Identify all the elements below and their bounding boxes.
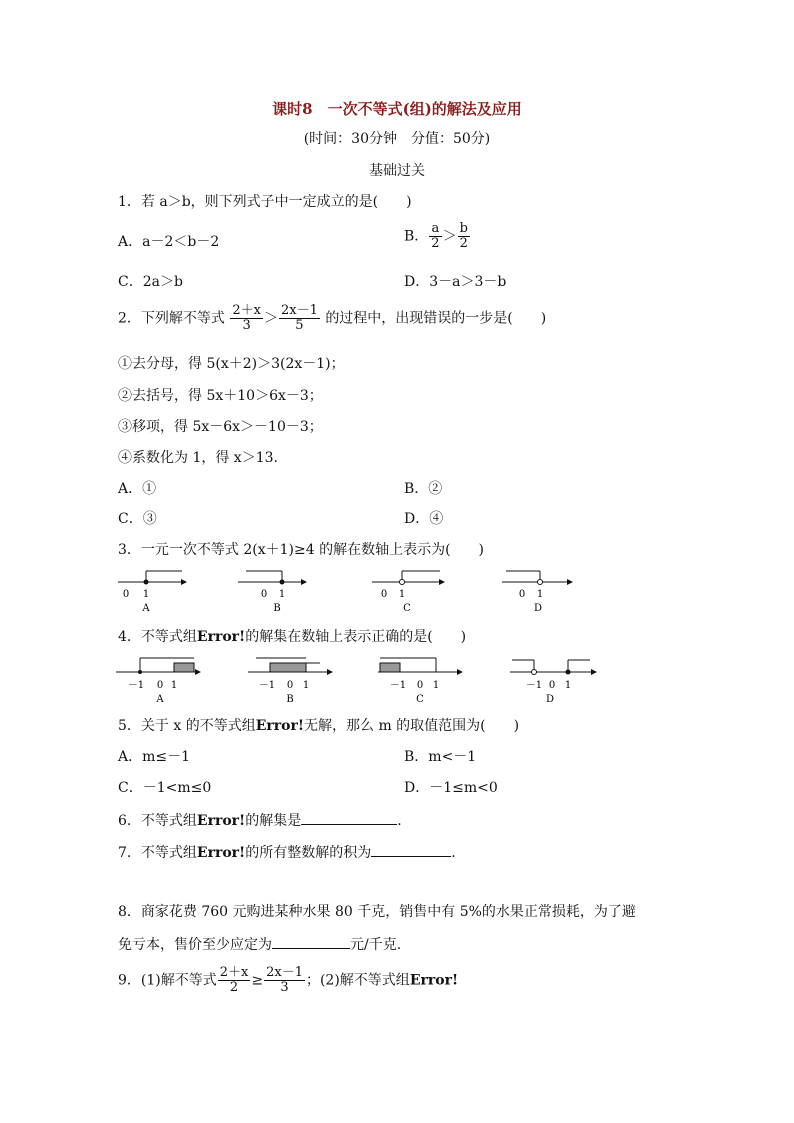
q9-stem: 9．(1)解不等式 $\frac{2+x}{2}$ ≥ $\frac{2x-1}{3}$ ；(2)解不等式组Error! — [118, 965, 459, 995]
q2-option-b: B．② — [404, 481, 443, 497]
q4a-label: A — [156, 694, 164, 705]
q2-option-a: A．① — [118, 481, 157, 497]
q4d-tick-0: 0 — [548, 680, 556, 691]
q3a-label: A — [142, 603, 150, 614]
q2-option-c: C．③ — [118, 511, 157, 527]
q3d-tick-0: 0 — [518, 589, 526, 600]
q4-stem: 4．不等式组Error!的解集在数轴上表示正确的是( ) — [118, 629, 467, 645]
q4-line-a — [116, 658, 200, 705]
q6-answer-blank[interactable] — [301, 810, 397, 825]
q1-option-d: D．3－a＞3－b — [404, 274, 507, 290]
q4a-tick-m1: －1 — [127, 680, 145, 691]
q4c-label: C — [416, 694, 424, 705]
q2-step-1: ①去分母，得 5(x＋2)＞3(2x－1)； — [118, 356, 345, 372]
q5-option-d: D．－1≤m<0 — [404, 780, 498, 796]
q4b-tick-0: 0 — [286, 680, 294, 691]
q4-line-b — [248, 658, 332, 705]
q4c-tick-m1: －1 — [389, 680, 407, 691]
q5-option-c: C．－1<m≤0 — [118, 780, 212, 796]
q3-number-lines — [110, 566, 590, 616]
q3b-label: B — [273, 603, 281, 614]
q4b-tick-1: 1 — [302, 680, 310, 691]
q4a-tick-0: 0 — [156, 680, 164, 691]
q1-stem: 1．若 a＞b，则下列式子中一定成立的是( ) — [118, 194, 412, 210]
q3-line-b — [238, 571, 306, 614]
q8-line-1: 8．商家花费 760 元购进某种水果 80 千克，销售中有 5%的水果正常损耗，为了避 — [118, 904, 636, 920]
q5-option-b: B．m<－1 — [404, 749, 477, 765]
q4c-tick-0: 0 — [416, 680, 424, 691]
q4-line-c — [378, 658, 462, 705]
q3c-tick-1: 1 — [398, 589, 406, 600]
q4d-tick-m1: －1 — [525, 680, 543, 691]
page-subtitle: (时间：30分钟 分值：50分) — [303, 131, 491, 147]
q4a-tick-1: 1 — [170, 680, 178, 691]
q6-stem: 6．不等式组Error!的解集是 . — [118, 810, 402, 830]
q7-stem: 7．不等式组Error!的所有整数解的积为 . — [118, 842, 456, 862]
q3-line-d — [502, 571, 572, 614]
section-heading: 基础过关 — [369, 163, 425, 179]
q8-line-2: 免亏本，售价至少应定为 元/千克. — [118, 934, 401, 954]
page-title: 课时8 一次不等式(组)的解法及应用 — [272, 100, 522, 118]
q5-option-a: A．m≤－1 — [118, 749, 191, 765]
q2-step-2: ②去括号，得 5x＋10＞6x－3； — [118, 388, 323, 404]
q3d-tick-1: 1 — [536, 589, 544, 600]
q3-stem: 3．一元一次不等式 2(x＋1)≥4 的解在数轴上表示为( ) — [118, 542, 485, 558]
q3a-tick-0: 0 — [122, 589, 130, 600]
q4c-tick-1: 1 — [432, 680, 440, 691]
q3c-tick-0: 0 — [380, 589, 388, 600]
q4-line-d — [510, 660, 596, 705]
q1-option-b: B． $\frac{a}{2}$ ＞ $\frac{b}{2}$ — [404, 221, 468, 251]
q2-step-4: ④系数化为 1，得 x＞13. — [118, 450, 278, 466]
q3b-tick-0: 0 — [260, 589, 268, 600]
q4b-tick-m1: －1 — [258, 680, 276, 691]
q3c-label: C — [403, 603, 411, 614]
q3-line-a — [118, 571, 186, 614]
q1-option-c: C．2a＞b — [118, 274, 183, 290]
q2-step-3: ③移项，得 5x－6x＞－10－3； — [118, 419, 323, 435]
q2-stem: 2．下列解不等式 $\frac{2+x}{3}$ ＞ $\frac{2x-1}{5}$ 的过程中，出现错误的一步是( ) — [118, 303, 547, 333]
q3a-tick-1: 1 — [142, 589, 150, 600]
q3d-label: D — [533, 603, 543, 614]
q4-number-lines — [110, 652, 600, 708]
q1-option-a: A．a－2＜b－2 — [118, 234, 220, 250]
q4d-tick-1: 1 — [564, 680, 572, 691]
q3b-tick-1: 1 — [278, 589, 286, 600]
q2-option-d: D．④ — [404, 511, 444, 527]
q7-answer-blank[interactable] — [371, 842, 451, 857]
q8-answer-blank[interactable] — [272, 934, 350, 949]
q3-line-c — [372, 571, 444, 614]
q4b-label: B — [286, 694, 294, 705]
q4d-label: D — [545, 694, 555, 705]
q5-stem: 5．关于 x 的不等式组Error!无解，那么 m 的取值范围为( ) — [118, 718, 520, 734]
